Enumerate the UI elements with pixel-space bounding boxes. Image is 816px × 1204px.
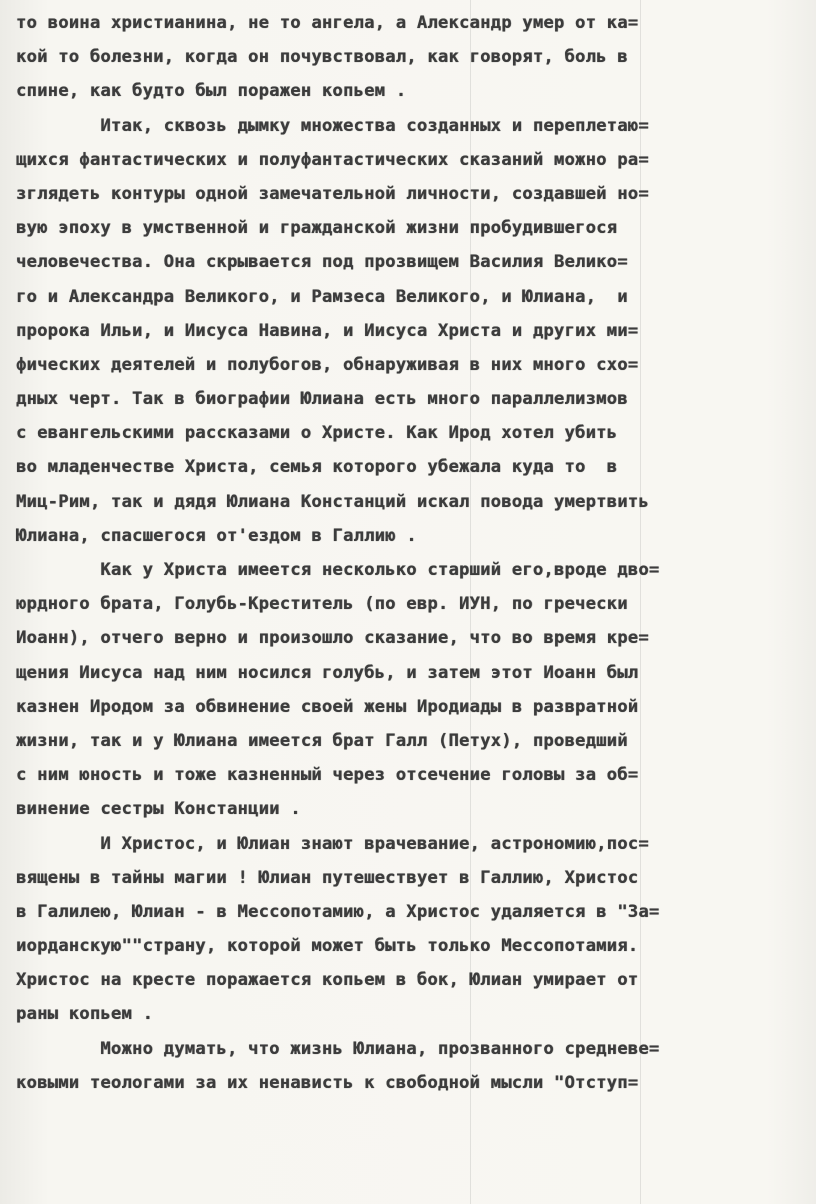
text-line: Иоанн), отчего верно и произошло сказание, что во время кре=: [16, 628, 649, 649]
text-line: пророка Ильи, и Иисуса Навина, и Иисуса Христа и других ми=: [16, 320, 639, 341]
text-line: кой то болезни, когда он почувствовал, как говорят, боль в: [16, 47, 628, 68]
text-line: зглядеть контуры одной замечательной личности, создавшей но=: [16, 183, 649, 204]
text-line: то воина христианина, не то ангела, а Александр умер от ка=: [16, 13, 639, 33]
text-line: И Христос, и Юлиан знают врачевание, астрономию,пос=: [16, 833, 649, 854]
text-line: вую эпоху в умственной и гражданской жизни пробудившегося: [16, 218, 618, 239]
text-line: иорданскую""страну, которой может быть только Мессопотамия.: [16, 936, 639, 957]
text-line: Можно думать, что жизнь Юлиана, прозванного средневе=: [16, 1038, 660, 1059]
text-line: с евангельскими рассказами о Христе. Как Ирод хотел убить: [16, 423, 618, 444]
text-line: дных черт. Так в биографии Юлиана есть много параллелизмов: [16, 389, 628, 410]
text-line: Итак, сквозь дымку множества созданных и переплетаю=: [16, 115, 649, 136]
text-line: человечества. Она скрывается под прозвищем Василия Велико=: [16, 252, 628, 273]
text-line: го и Александра Великого, и Рамзеса Великого, и Юлиана, и: [16, 286, 628, 307]
text-line: ковыми теологами за их ненависть к свободной мысли "Отступ=: [16, 1072, 639, 1093]
text-line: спине, как будто был поражен копьем .: [16, 81, 407, 102]
text-line: вящены в тайны магии ! Юлиан путешествует в Галлию, Христос: [16, 867, 639, 888]
text-line: юрдного брата, Голубь-Креститель (по евр. ИУН, по гречески: [16, 594, 628, 615]
text-line: Христос на кресте поражается копьем в бок, Юлиан умирает от: [16, 970, 639, 991]
text-line: в Галилею, Юлиан - в Мессопотамию, а Христос удаляется в "За=: [16, 901, 660, 922]
text-line: винение сестры Констанции .: [16, 799, 301, 820]
text-line: раны копьем .: [16, 1004, 154, 1025]
typewritten-text-block: [16, 6, 806, 1100]
text-line: жизни, так и у Юлиана имеется брат Галл (Петух), проведший: [16, 730, 628, 751]
text-line: Юлиана, спасшегося от'ездом в Галлию .: [16, 525, 417, 546]
text-line: казнен Иродом за обвинение своей жены Иродиады в развратной: [16, 696, 639, 717]
text-line: Миц-Рим, так и дядя Юлиана Констанций искал повода умертвить: [16, 491, 649, 512]
text-line: щихся фантастических и полуфантастических сказаний можно ра=: [16, 149, 649, 170]
text-line: с ним юность и тоже казненный через отсечение головы за об=: [16, 765, 639, 786]
text-line: щения Иисуса над ним носился голубь, и затем этот Иоанн был: [16, 662, 639, 683]
text-line: Как у Христа имеется несколько старший его,вроде дво=: [16, 560, 660, 580]
text-line: фических деятелей и полубогов, обнаруживая в них много схо=: [16, 354, 639, 375]
text-line: во младенчестве Христа, семья которого убежала куда то в: [16, 457, 618, 478]
